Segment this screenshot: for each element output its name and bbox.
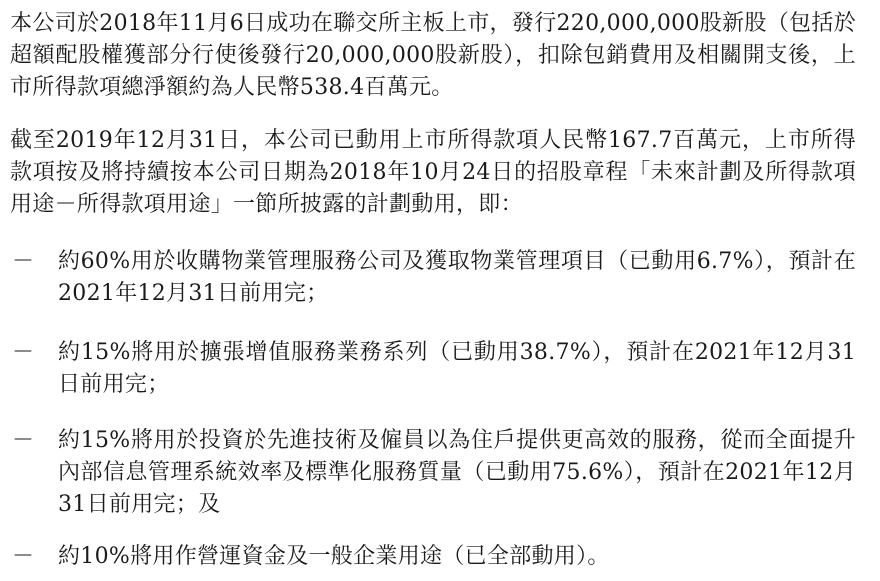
bullet-dash: － bbox=[12, 544, 35, 569]
list-item-text: 約60%用於收購物業管理服務公司及獲取物業管理項目（已動用6.7%），預計在2021年12月31日前用完； bbox=[58, 249, 856, 306]
bullet-dash: － bbox=[12, 249, 35, 274]
bullet-dash: － bbox=[12, 428, 35, 453]
list-item-text: 約10%將用作營運資金及一般企業用途（已全部動用）。 bbox=[58, 544, 610, 569]
bullet-dash: － bbox=[12, 340, 35, 365]
paragraph-listing-proceeds: 本公司於2018年11月6日成功在聯交所主板上市，發行220,000,000股新股（包括於超額配股權獲部分行使後發行20,000,000股新股），扣除包銷費用及相關開支後，上市所得款項總淨額約為人民幣538.4百萬元。 bbox=[10, 11, 856, 100]
list-item-text: 約15%將用於投資於先進技術及僱員以為住戶提供更高效的服務，從而全面提升內部信息管理系統效率及標準化服務質量（已動用75.6%），預計在2021年12月31日前用完；及 bbox=[58, 428, 856, 517]
list-item-text: 約15%將用於擴張增值服務業務系列（已動用38.7%），預計在2021年12月31日前用完； bbox=[58, 340, 856, 397]
paragraph-proceeds-utilization: 截至2019年12月31日，本公司已動用上市所得款項人民幣167.7百萬元，上市所得款項按及將持續按本公司日期為2018年10月24日的招股章程「未來計劃及所得款項用途－所得款項用途」一節所披露的計劃動用，即： bbox=[10, 128, 856, 217]
